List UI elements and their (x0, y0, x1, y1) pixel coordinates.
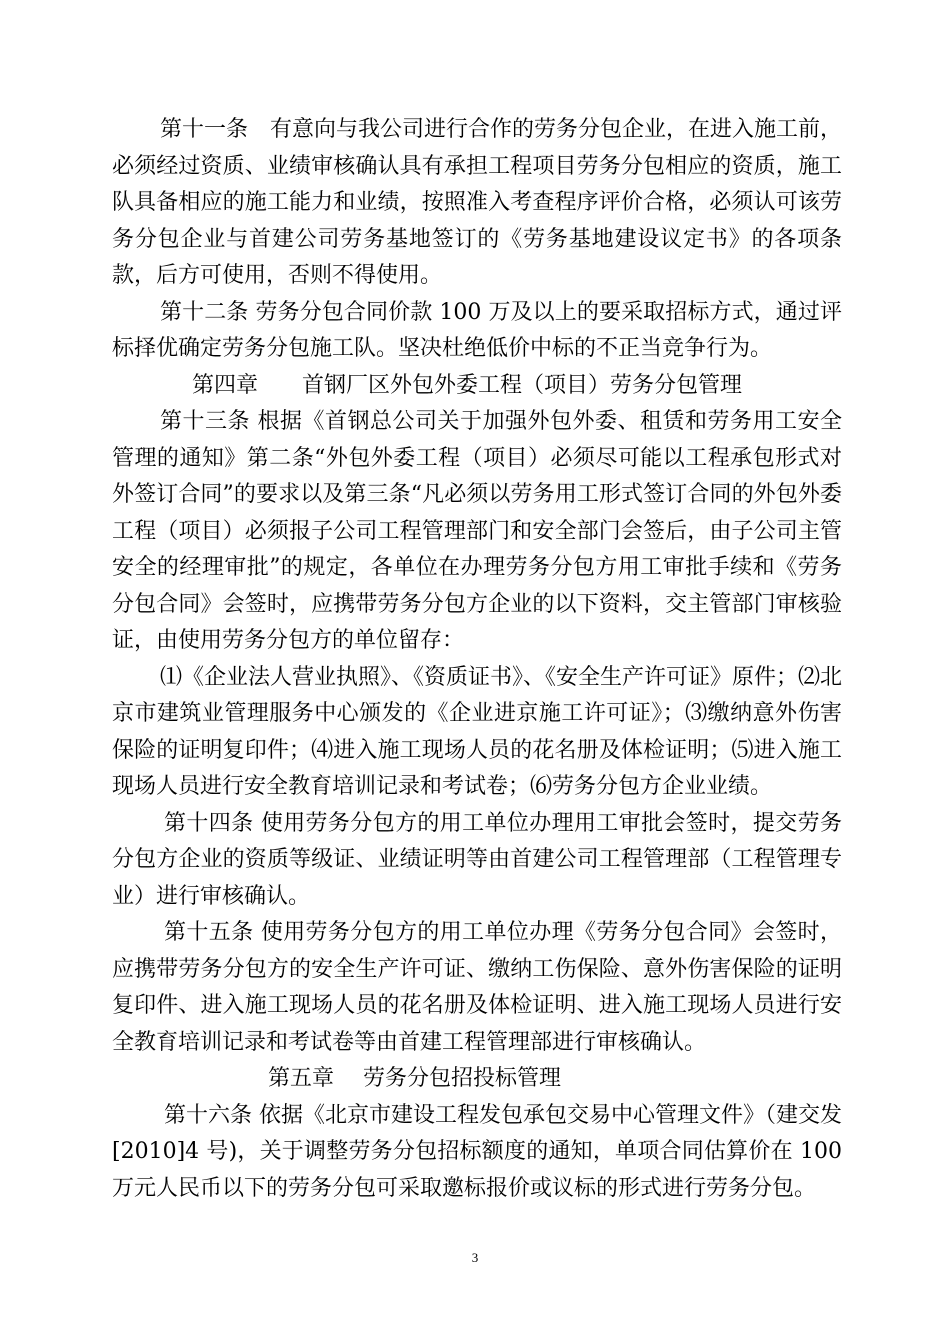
article-13: 第十三条 根据《首钢总公司关于加强外包外委、租赁和劳务用工安全管理的通知》第二条“外包外委工程（项目）必须尽可能以工程承包形式对外签订合同”的要求以及第三条“凡必须以劳务用工形式签订合同的外包外委工程（项目）必须报子公司工程管理部门和安全部门会签后，由子公司主管安全的经理审批”的规定，各单位在办理劳务分包方用工审批手续和《劳务分包合同》会签时，应携带劳务分包方企业的以下资料，交主管部门审核验证，由使用劳务分包方的单位留存： (112, 409, 842, 653)
chapter-5-heading: 第五章 劳务分包招投标管理 (268, 1066, 561, 1091)
article-11: 第十一条 有意向与我公司进行合作的劳务分包企业，在进入施工前，必须经过资质、业绩审核确认具有承担工程项目劳务分包相应的资质，施工队具备相应的施工能力和业绩，按照准入考查程序评价合格，必须认可该劳务分包企业与首建公司劳务基地签订的《劳务基地建设议定书》的各项条款，后方可使用，否则不得使用。 (112, 117, 843, 288)
article-16: 第十六条 依据《北京市建设工程发包承包交易中心管理文件》（建交发[2010]4 号)，关于调整劳务分包招标额度的通知，单项合同估算价在 100 万元人民币以下的劳务分包可采取邀标报价或议标的形式进行劳务分包。 (112, 1102, 842, 1201)
article-15: 第十五条 使用劳务分包方的用工单位办理《劳务分包合同》会签时，应携带劳务分包方的安全生产许可证、缴纳工伤保险、意外伤害保险的证明复印件、进入施工现场人员的花名册及体检证明、进入施工现场人员进行安全教育培训记录和考试卷等由首建工程管理部进行审核确认。 (112, 920, 842, 1055)
chapter-4-heading: 第四章 首钢厂区外包外委工程（项目）劳务分包管理 (192, 372, 743, 398)
document-body (112, 112, 842, 1207)
article-14: 第十四条 使用劳务分包方的用工单位办理用工审批会签时，提交劳务分包方企业的资质等级证、业绩证明等由首建公司工程管理部（工程管理专业）进行审核确认。 (112, 810, 842, 909)
article-12: 第十二条 劳务分包合同价款 100 万及以上的要采取招标方式，通过评标择优确定劳务分包施工队。坚决杜绝低价中标的不正当竞争行为。 (112, 299, 842, 361)
article-13-list: ⑴《企业法人营业执照》、《资质证书》、《安全生产许可证》原件；⑵北京市建筑业管理服务中心颁发的《企业进京施工许可证》；⑶缴纳意外伤害保险的证明复印件；⑷进入施工现场人员的花名册及体检证明；⑸进入施工现场人员进行安全教育培训记录和考试卷；⑹劳务分包方企业业绩。 (112, 664, 843, 799)
page-number: 3 (471, 1250, 479, 1265)
